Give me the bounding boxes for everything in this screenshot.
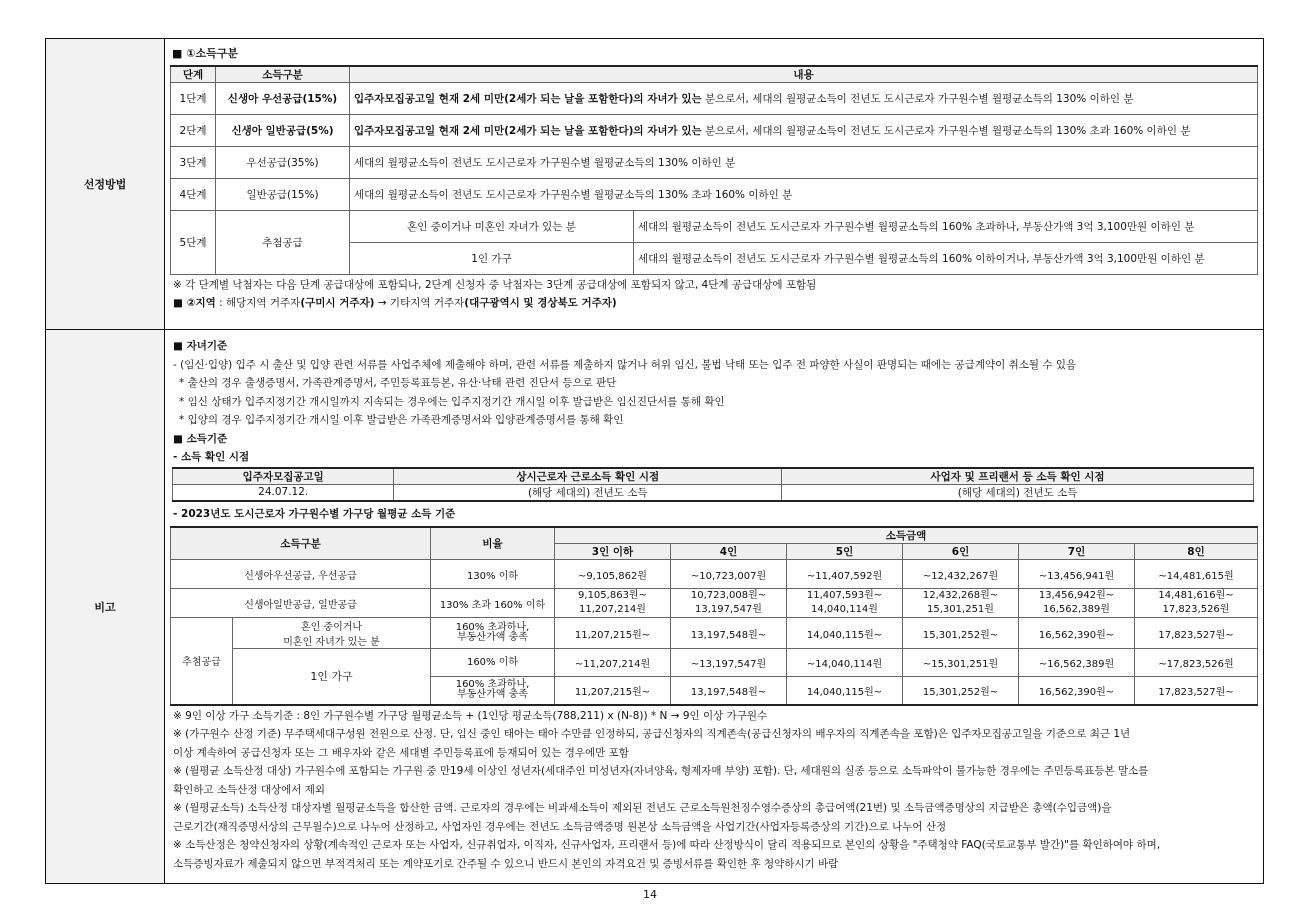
amount-cell: ~11,207,214원 [555, 649, 671, 677]
table-row [171, 618, 1258, 649]
col-stage: 단계 [171, 66, 216, 83]
sub-who-cell: 1인 가구 [350, 243, 634, 275]
remarks-label: 비고 [46, 330, 165, 883]
amount-to: 17,823,526원 [1162, 604, 1230, 615]
stage-cell: 4단계 [171, 179, 216, 211]
content-cell: 세대의 월평균소득이 전년도 도시근로자 가구원수별 월평균소득의 130% 초과 160% 이하인 분 [350, 179, 1258, 211]
selection-method-content [165, 39, 1263, 329]
col-business-check: 사업자 및 프리랜서 등 소득 확인 시점 [782, 468, 1254, 485]
table-header-row [173, 468, 1254, 485]
sub-content-cell: 세대의 월평균소득이 전년도 도시근로자 가구원수별 월평균소득의 160% 초과하나, 부동산가액 3억 3,100만원 이하인 분 [634, 211, 1258, 243]
col-type: 소득구분 [171, 527, 431, 560]
table-row [171, 589, 1258, 618]
note-line: ※ (월평균 소득산정 대상) 가구원수에 포함되는 가구원 중 만19세 이상인 성년자(세대주인 미성년자(자녀양육, 형제자매 부양) 포함). 단, 세대원의 실종 등으로 소득파악이 불가능한 경우에는 주민등록표등본 말소를 [173, 765, 1149, 777]
income-type-table [170, 65, 1258, 275]
amount-cell: ~13,456,941원 [1019, 560, 1135, 589]
page-number: 14 [643, 888, 657, 901]
amount-cell: 16,562,390원~ [1019, 677, 1135, 705]
type-cell: 일반공급(15%) [216, 179, 350, 211]
sub-who-cell: 혼인 중이거나 미혼인 자녀가 있는 분 [350, 211, 634, 243]
col-amount: 소득금액 [555, 527, 1258, 544]
amount-cell: 11,207,215원~ [555, 618, 671, 649]
amount-cell: ~10,723,007원 [671, 560, 787, 589]
col-announce-date: 입주자모집공고일 [173, 468, 394, 485]
type-cell: 신생아우선공급, 우선공급 [171, 560, 431, 589]
amount-cell: 16,562,390원~ [1019, 618, 1135, 649]
note-line: ※ 9인 이상 가구 소득기준 : 8인 가구원수별 가구당 월평균소득 + (1인당 평균소득(788,211) x (N-8)) * N → 9인 이상 가구원수 [173, 709, 768, 722]
child-title: ■ 자녀기준 [173, 340, 228, 352]
amount-cell: ~15,301,251원 [903, 649, 1019, 677]
child-line: * 입양의 경우 입주지정기간 개시일 이후 발급받은 가족관계증명서와 입양관계증명서를 통해 확인 [179, 414, 624, 426]
amount-cell: 14,040,115원~ [787, 677, 903, 705]
amount-cell: ~14,481,615원 [1135, 560, 1258, 589]
table-row [171, 649, 1258, 677]
content-text: 분으로서, 세대의 월평균소득이 전년도 도시근로자 가구원수별 월평균소득의 130% 이하인 분 [701, 93, 1134, 105]
amount-from: 14,481,616원~ [1158, 590, 1234, 601]
type-cell: 신생아일반공급, 일반공급 [171, 589, 431, 618]
stage-cell: 1단계 [171, 83, 216, 115]
amount-cell [903, 589, 1019, 618]
amount-cell [1135, 589, 1258, 618]
note-line: 근로기간(재직증명서상의 근무월수)으로 나누어 산정하고, 사업자인 경우에는 전년도 소득금액증명 원본상 소득금액을 사업기간(사업자등록증상의 기간)으로 나누어 산정 [173, 820, 947, 833]
amount-cell: 11,207,215원~ [555, 677, 671, 705]
amount-cell: 13,197,548원~ [671, 677, 787, 705]
income-check-title: - 소득 확인 시점 [173, 451, 250, 463]
amount-cell [671, 589, 787, 618]
amount-from: 13,456,942원~ [1038, 590, 1115, 601]
table-row [171, 211, 1258, 243]
child-line: * 임신 상태가 입주지정기간 개시일까지 지속되는 경우에는 입주지정기간 개시일 이후 발급받은 임신진단서를 통해 확인 [179, 395, 725, 408]
type-cell: 추첨공급 [216, 211, 350, 275]
type-cell: 우선공급(35%) [216, 147, 350, 179]
amount-cell: ~9,105,862원 [555, 560, 671, 589]
table-row [173, 484, 1254, 501]
region-label: ■ ②지역 [173, 297, 216, 309]
amount-to: 15,301,251원 [927, 604, 994, 615]
amount-cell: 15,301,252원~ [903, 677, 1019, 705]
stage-cell: 3단계 [171, 147, 216, 179]
note-line: ※ (가구원수 산정 기준) 무주택세대구성원 전원으로 산정. 단, 임신 중인 태아는 태아 수만큼 인정하되, 공급신청자의 직계존속(공급신청자의 배우자의 직계존속을 포함)은 입주자모집공고일을 기준으로 최근 1년 [173, 728, 1131, 740]
content-bold: 입주자모집공고일 현재 2세 미만(2세가 되는 날을 포함한다)의 자녀가 있는 [354, 93, 702, 105]
stage-cell: 5단계 [171, 211, 216, 275]
amount-from: 11,407,593원~ [806, 590, 883, 601]
ratio-cell [431, 677, 555, 705]
amount-cell: ~16,562,389원 [1019, 649, 1135, 677]
table-row [171, 83, 1258, 115]
sub-content-cell: 세대의 월평균소득이 전년도 도시근로자 가구원수별 월평균소득의 160% 이하이거나, 부동산가액 3억 3,100만원 이하인 분 [634, 243, 1258, 275]
main-table [45, 38, 1264, 884]
region-text: : 해당지역 거주자 [215, 297, 301, 309]
child-line: - (임신·입양) 입주 시 출산 및 입양 관련 서류를 사업주체에 제출해야 하며, 관련 서류를 제출하지 않거나 허위 임신, 불법 낙태 또는 입주 전 파양한 사실이 판명되는 때에는 공급계약이 취소될 수 있음 [173, 358, 1077, 371]
amount-cell: ~14,040,114원 [787, 649, 903, 677]
ratio-line: 부동산가액 충족 [457, 632, 528, 643]
ratio-line: 160% 초과하나, [455, 622, 530, 633]
remarks-content [165, 330, 1263, 883]
table-header-row [171, 66, 1258, 83]
remarks-row [46, 330, 1263, 883]
amount-cell: ~11,407,592원 [787, 560, 903, 589]
region-line [173, 294, 1258, 312]
income-standard-table [170, 526, 1258, 706]
announce-date: 24.07.12. [173, 484, 394, 501]
amount-cell: 14,040,115원~ [787, 618, 903, 649]
amount-to: 13,197,547원 [695, 604, 762, 615]
worker-check: (해당 세대의) 전년도 소득 [394, 484, 782, 501]
table-row [171, 115, 1258, 147]
married-line: 미혼인 자녀가 있는 분 [283, 637, 380, 648]
amount-cell [1019, 589, 1135, 618]
col-content: 내용 [350, 66, 1258, 83]
type-cell: 신생아 우선공급(15%) [216, 83, 350, 115]
content-cell: 세대의 월평균소득이 전년도 도시근로자 가구원수별 월평균소득의 130% 이하인 분 [350, 147, 1258, 179]
col-ratio: 비율 [431, 527, 555, 560]
amount-to: 11,207,214원 [579, 604, 646, 615]
content-text: 분으로서, 세대의 월평균소득이 전년도 도시근로자 가구원수별 월평균소득의 130% 초과 160% 이하인 분 [701, 125, 1191, 137]
col-8: 8인 [1135, 544, 1258, 560]
content-bold: 입주자모집공고일 현재 2세 미만(2세가 되는 날을 포함한다)의 자녀가 있는 [354, 125, 702, 137]
region-local: (구미시 거주자) [300, 297, 375, 309]
child-line: * 출산의 경우 출생증명서, 가족관계증명서, 주민등록표등본, 유산·낙태 관련 진단서 등으로 판단 [179, 377, 617, 389]
note-line: 이상 계속하여 공급신청자 또는 그 배우자와 같은 세대별 주민등록표에 등재되어 있는 경우에만 포함 [173, 746, 629, 759]
col-3: 3인 이하 [555, 544, 671, 560]
table-row [171, 147, 1258, 179]
table-row [171, 179, 1258, 211]
married-line: 혼인 중이거나 [300, 622, 363, 633]
amount-cell: ~13,197,547원 [671, 649, 787, 677]
lottery-married-cell [233, 618, 431, 649]
table-header-row [171, 527, 1258, 544]
ratio-line: 160% 초과하나, [455, 679, 530, 691]
business-check: (해당 세대의) 전년도 소득 [782, 484, 1254, 501]
type-cell: 신생아 일반공급(5%) [216, 115, 350, 147]
amount-to: 14,040,114원 [811, 604, 878, 615]
amount-to: 16,562,389원 [1043, 604, 1110, 615]
ratio-cell: 160% 이하 [431, 649, 555, 677]
amount-cell: ~12,432,267원 [903, 560, 1019, 589]
stage-cell: 2단계 [171, 115, 216, 147]
col-4: 4인 [671, 544, 787, 560]
lottery-single-cell: 1인 가구 [233, 649, 431, 705]
amount-cell [555, 589, 671, 618]
amount-cell: 15,301,252원~ [903, 618, 1019, 649]
income-title: ■ 소득기준 [173, 432, 228, 445]
amount-cell: 13,197,548원~ [671, 618, 787, 649]
amount-from: 9,105,863원~ [578, 590, 647, 601]
amount-from: 12,432,268원~ [922, 590, 999, 601]
selection-method-row [46, 39, 1263, 330]
region-arrow-text: → 기타지역 거주자 [374, 297, 465, 309]
col-worker-check: 상시근로자 근로소득 확인 시점 [394, 468, 782, 485]
amount-cell: 17,823,527원~ [1135, 618, 1258, 649]
note-line: ※ 소득산정은 청약신청자의 상황(계속적인 근로자 또는 사업자, 신규취업자, 이직자, 신규사업자, 프리랜서 등)에 따라 산정방식이 달리 적용되므로 본인의 상황을 "주택청약 FAQ(국토교통부 발간)"를 확인하여야 하며, [173, 839, 1161, 851]
income-check-table [172, 467, 1254, 502]
income-type-title: ■ ①소득구분 [172, 47, 239, 60]
table-row [171, 560, 1258, 589]
notes-block [170, 707, 1258, 874]
note-line: ※ (월평균소득) 소득산정 대상자별 월평균소득을 합산한 금액. 근로자의 경우에는 비과세소득이 제외된 전년도 근로소득원천징수영수증상의 총급여액(21번) 및 소득금액증명상의 지급받은 총액(수입금액)을 [173, 802, 1112, 814]
stage-note: ※ 각 단계별 낙첨자는 다음 단계 공급대상에 포함되나, 2단계 신청자 중 낙첨자는 3단계 공급대상에 포함되지 않고, 4단계 공급대상에 포함됨 [173, 279, 817, 291]
amount-cell: 17,823,527원~ [1135, 677, 1258, 705]
ratio-line: 부동산가액 충족 [457, 689, 528, 701]
col-income-type: 소득구분 [216, 66, 350, 83]
ratio-cell: 130% 초과 160% 이하 [431, 589, 555, 618]
ratio-cell [431, 618, 555, 649]
col-7: 7인 [1019, 544, 1135, 560]
amount-cell: ~17,823,526원 [1135, 649, 1258, 677]
content-cell [350, 83, 1258, 115]
std-title: - 2023년도 도시근로자 가구원수별 가구당 월평균 소득 기준 [173, 507, 456, 520]
selection-method-label: 선정방법 [46, 39, 165, 329]
content-cell [350, 115, 1258, 147]
note-line: 확인하고 소득산정 대상에서 제외 [173, 783, 326, 796]
col-6: 6인 [903, 544, 1019, 560]
amount-from: 10,723,008원~ [690, 590, 767, 601]
amount-cell [787, 589, 903, 618]
lottery-type-cell: 추첨공급 [171, 618, 233, 705]
region-other: (대구광역시 및 경상북도 거주자) [464, 297, 617, 309]
note-line: 소득증빙자료가 제출되지 않으면 부적격처리 또는 계약포기로 간주될 수 있으니 반드시 본인의 자격요건 및 증빙서류를 확인한 후 청약하시기 바람 [173, 857, 839, 870]
col-5: 5인 [787, 544, 903, 560]
ratio-cell: 130% 이하 [431, 560, 555, 589]
